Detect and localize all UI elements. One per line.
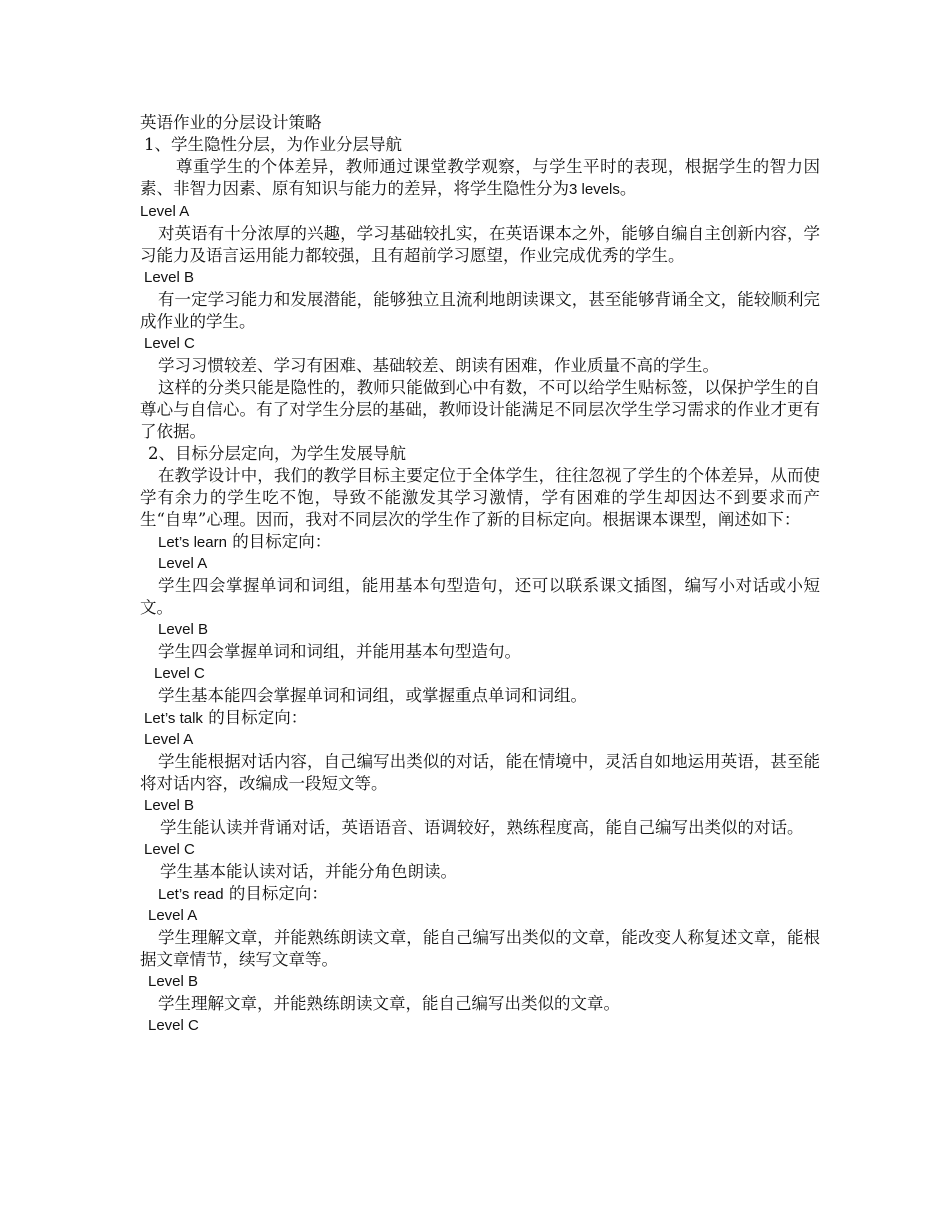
learn-level-b-text: 学生四会掌握单词和词组，并能用基本句型造句。: [158, 642, 521, 661]
talk-heading-cn: 的目标定向：: [208, 708, 308, 727]
document-body: [140, 112, 820, 1037]
talk-heading-en: Let’s talk: [144, 710, 203, 727]
read-level-a-label: Level A: [148, 907, 198, 924]
level-b-text: 有一定学习能力和发展潜能，能够独立且流利地朗读课文，甚至能够背诵全文，能较顺利完成作业的学生。: [140, 290, 820, 331]
talk-heading: [140, 707, 820, 729]
section-1-heading: 1、学生隐性分层，为作业分层导航: [144, 135, 402, 154]
section-2-heading: 2、目标分层定向，为学生发展导航: [148, 444, 406, 463]
learn-heading-cn: 的目标定向：: [232, 532, 332, 551]
level-c-label: Level C: [144, 335, 195, 352]
talk-level-a-label: Level A: [144, 731, 194, 748]
level-a-label: Level A: [140, 203, 190, 220]
learn-heading-en: Let’s learn: [158, 534, 227, 551]
talk-level-c-label: Level C: [144, 841, 195, 858]
learn-level-c-text: 学生基本能四会掌握单词和词组，或掌握重点单词和词组。: [158, 686, 587, 705]
section-2-intro: 在教学设计中，我们的教学目标主要定位于全体学生，往往忽视了学生的个体差异，从而使学有余力的学生吃不饱，导致不能激发其学习激情，学有困难的学生却因达不到要求而产生“自卑”心理。因而，我对不同层次的学生作了新的目标定向。根据课本课型，阐述如下：: [140, 466, 820, 529]
learn-level-a-label: Level A: [158, 555, 208, 572]
section-1-intro-levels: 3 levels: [569, 181, 620, 198]
section-1-intro-end: 。: [619, 179, 637, 198]
level-b-label: Level B: [144, 269, 195, 286]
talk-level-b-label: Level B: [144, 797, 195, 814]
level-a-text: 对英语有十分浓厚的兴趣，学习基础较扎实，在英语课本之外，能够自编自主创新内容，学习能力及语言运用能力都较强，且有超前学习愿望，作业完成优秀的学生。: [140, 224, 820, 265]
read-level-c-label: Level C: [148, 1017, 199, 1034]
learn-level-c-label: Level C: [154, 665, 205, 682]
read-level-b-label: Level B: [148, 973, 199, 990]
section-1-note: 这样的分类只能是隐性的，教师只能做到心中有数，不可以给学生贴标签，以保护学生的自尊心与自信心。有了对学生分层的基础，教师设计能满足不同层次学生学习需求的作业才更有了依据。: [140, 378, 820, 441]
read-level-a-text: 学生理解文章，并能熟练朗读文章，能自己编写出类似的文章，能改变人称复述文章，能根据文章情节，续写文章等。: [140, 928, 820, 969]
learn-level-a-text: 学生四会掌握单词和词组，能用基本句型造句，还可以联系课文插图，编写小对话或小短文。: [140, 576, 820, 617]
level-c-text: 学习习惯较差、学习有困难、基础较差、朗读有困难，作业质量不高的学生。: [158, 356, 719, 375]
read-heading: [140, 883, 820, 905]
read-level-b-text: 学生理解文章，并能熟练朗读文章，能自己编写出类似的文章。: [158, 994, 620, 1013]
document-title: 英语作业的分层设计策略: [140, 113, 322, 132]
talk-level-c-text: 学生基本能认读对话，并能分角色朗读。: [160, 862, 457, 881]
learn-level-b-label: Level B: [158, 621, 209, 638]
learn-heading: [140, 531, 820, 553]
section-1-intro: [140, 156, 820, 201]
talk-level-b-text: 学生能认读并背诵对话，英语语音、语调较好，熟练程度高，能自己编写出类似的对话。: [160, 818, 804, 837]
section-1-intro-text: 尊重学生的个体差异，教师通过课堂教学观察，与学生平时的表现，根据学生的智力因素、非智力因素、原有知识与能力的差异，将学生隐性分为: [140, 157, 820, 198]
read-heading-cn: 的目标定向：: [228, 884, 328, 903]
talk-level-a-text: 学生能根据对话内容，自己编写出类似的对话，能在情境中，灵活自如地运用英语，甚至能将对话内容，改编成一段短文等。: [140, 752, 820, 793]
read-heading-en: Let’s read: [158, 886, 224, 903]
